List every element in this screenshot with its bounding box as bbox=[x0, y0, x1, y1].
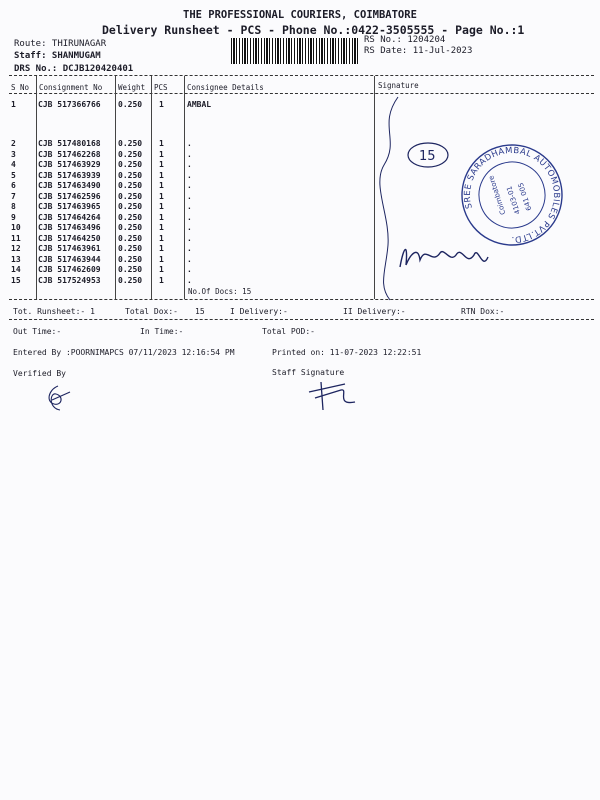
col-consignment: Consignment No bbox=[39, 83, 103, 92]
table-top-rule bbox=[9, 75, 594, 76]
row-weight: 0.250 bbox=[118, 212, 143, 222]
row-sno: 15 bbox=[11, 275, 21, 285]
row-details: . bbox=[187, 160, 192, 169]
row-details: . bbox=[187, 275, 192, 285]
row-pcs: 1 bbox=[159, 244, 164, 253]
row-sno: 11 bbox=[11, 233, 21, 243]
row-consignment: CJB 517463496 bbox=[38, 223, 101, 232]
row-details: . bbox=[187, 233, 192, 243]
row-pcs: 1 bbox=[159, 191, 164, 201]
entered-by: Entered By :POORNIMAPCS 07/11/2023 12:16:54 PM bbox=[13, 348, 235, 357]
row-pcs: 1 bbox=[159, 275, 164, 285]
row-consignment: CJB 517464264 bbox=[38, 212, 101, 222]
row-consignment: CJB 517463939 bbox=[38, 170, 101, 180]
row-pcs: 1 bbox=[159, 181, 164, 190]
no-of-docs: No.Of Docs: 15 bbox=[188, 287, 252, 296]
rs-date: RS Date: 11-Jul-2023 bbox=[364, 46, 473, 56]
row-pcs: 1 bbox=[159, 139, 164, 148]
stamp-pin: 641 005 bbox=[516, 181, 534, 212]
row-consignment: CJB 517366766 bbox=[38, 100, 101, 109]
row-weight: 0.250 bbox=[118, 100, 143, 109]
row-weight: 0.250 bbox=[118, 275, 143, 285]
row-weight: 0.250 bbox=[118, 244, 143, 253]
row-sno: 6 bbox=[11, 181, 16, 190]
row-sno: 13 bbox=[11, 254, 21, 264]
row-consignment: CJB 517463961 bbox=[38, 244, 101, 253]
verified-by: Verified By bbox=[13, 369, 66, 378]
ii-delivery: II Delivery:- bbox=[343, 307, 406, 316]
row-pcs: 1 bbox=[159, 254, 164, 264]
route-label: Route: THIRUNAGAR bbox=[14, 39, 107, 49]
drs-label: DRS No.: DCJB120420401 bbox=[14, 64, 134, 74]
rtn-dox: RTN Dox:- bbox=[461, 307, 505, 316]
row-sno: 1 bbox=[11, 100, 16, 109]
stamp-outer-text: SREE SARADHAMBAL AUTOMOBILES PVT.LTD. bbox=[462, 145, 562, 245]
total-dox-label: Total Dox:- bbox=[125, 307, 178, 316]
row-sno: 7 bbox=[11, 191, 16, 201]
row-details: AMBAL bbox=[187, 100, 212, 109]
staff-label: Staff: SHANMUGAM bbox=[14, 51, 101, 61]
col-divider bbox=[151, 76, 152, 299]
row-sno: 12 bbox=[11, 244, 21, 253]
row-weight: 0.250 bbox=[118, 254, 143, 264]
row-consignment: CJB 517462268 bbox=[38, 149, 101, 159]
row-pcs: 1 bbox=[159, 265, 164, 274]
row-details: . bbox=[187, 139, 192, 148]
row-sno: 2 bbox=[11, 139, 16, 148]
company-stamp bbox=[449, 132, 575, 258]
row-sno: 9 bbox=[11, 212, 16, 222]
col-weight: Weight bbox=[118, 83, 146, 92]
row-details: . bbox=[187, 149, 192, 159]
row-consignment: CJB 517463944 bbox=[38, 254, 101, 264]
total-runsheet: Tot. Runsheet:- 1 bbox=[13, 307, 95, 316]
row-pcs: 1 bbox=[159, 160, 164, 169]
row-sno: 5 bbox=[11, 170, 16, 180]
row-sno: 8 bbox=[11, 202, 16, 211]
row-consignment: CJB 517463929 bbox=[38, 160, 101, 169]
row-consignment: CJB 517524953 bbox=[38, 275, 101, 285]
col-sno: S No bbox=[11, 83, 30, 92]
row-sno: 10 bbox=[11, 223, 21, 232]
row-weight: 0.250 bbox=[118, 265, 143, 274]
row-details: . bbox=[187, 170, 192, 180]
out-time: Out Time:- bbox=[13, 327, 62, 336]
row-pcs: 1 bbox=[159, 223, 164, 232]
printed-on: Printed on: 11-07-2023 12:22:51 bbox=[272, 348, 422, 357]
row-consignment: CJB 517464250 bbox=[38, 233, 101, 243]
row-consignment: CJB 517463490 bbox=[38, 181, 101, 190]
row-details: . bbox=[187, 202, 192, 211]
row-weight: 0.250 bbox=[118, 202, 143, 211]
pen-stroke bbox=[380, 97, 398, 300]
row-consignment: CJB 517462596 bbox=[38, 191, 101, 201]
row-weight: 0.250 bbox=[118, 139, 143, 148]
row-details: . bbox=[187, 181, 192, 190]
row-pcs: 1 bbox=[159, 202, 164, 211]
stamp-code: 4103-01 bbox=[505, 184, 522, 216]
row-weight: 0.250 bbox=[118, 233, 143, 243]
total-pod: Total POD:- bbox=[262, 327, 315, 336]
row-pcs: 1 bbox=[159, 100, 164, 109]
row-pcs: 1 bbox=[159, 149, 164, 159]
row-details: . bbox=[187, 244, 192, 253]
row-consignment: CJB 517480168 bbox=[38, 139, 101, 148]
receiver-signature bbox=[400, 249, 488, 267]
col-divider bbox=[115, 76, 116, 299]
stamp-signature-area bbox=[370, 95, 600, 305]
circled-number: 15 bbox=[419, 149, 436, 164]
rs-number: RS No.: 1204204 bbox=[364, 35, 446, 45]
in-time: In Time:- bbox=[140, 327, 184, 336]
row-sno: 14 bbox=[11, 265, 21, 274]
row-weight: 0.250 bbox=[118, 191, 143, 201]
staff-signature-label: Staff Signature bbox=[272, 368, 345, 377]
company-title: THE PROFESSIONAL COURIERS, COIMBATORE bbox=[183, 9, 417, 21]
col-pcs: PCS bbox=[154, 83, 168, 92]
row-details: . bbox=[187, 223, 192, 232]
col-divider bbox=[36, 76, 37, 299]
runsheet-subtitle: Delivery Runsheet - PCS - Phone No.:0422-3505555 - Page No.:1 bbox=[102, 23, 525, 37]
stamp-city: Coimbatore bbox=[487, 174, 508, 216]
row-details: . bbox=[187, 191, 192, 201]
row-pcs: 1 bbox=[159, 170, 164, 180]
row-pcs: 1 bbox=[159, 233, 164, 243]
col-divider bbox=[184, 76, 185, 299]
col-signature: Signature bbox=[378, 81, 419, 90]
row-weight: 0.250 bbox=[118, 149, 143, 159]
verifier-initials bbox=[40, 382, 80, 414]
row-consignment: CJB 517463965 bbox=[38, 202, 101, 211]
row-details: . bbox=[187, 212, 192, 222]
totals-rule bbox=[9, 319, 594, 320]
total-dox-value: 15 bbox=[195, 307, 205, 316]
row-weight: 0.250 bbox=[118, 170, 143, 180]
barcode bbox=[231, 38, 359, 64]
row-pcs: 1 bbox=[159, 212, 164, 222]
table-header-rule bbox=[9, 93, 594, 94]
row-sno: 4 bbox=[11, 160, 16, 169]
row-sno: 3 bbox=[11, 149, 16, 159]
row-details: . bbox=[187, 254, 192, 264]
row-details: . bbox=[187, 265, 192, 274]
row-weight: 0.250 bbox=[118, 181, 143, 190]
staff-signature bbox=[305, 376, 365, 412]
i-delivery: I Delivery:- bbox=[230, 307, 288, 316]
row-weight: 0.250 bbox=[118, 223, 143, 232]
row-consignment: CJB 517462609 bbox=[38, 265, 101, 274]
col-consignee: Consignee Details bbox=[187, 83, 264, 92]
row-weight: 0.250 bbox=[118, 160, 143, 169]
